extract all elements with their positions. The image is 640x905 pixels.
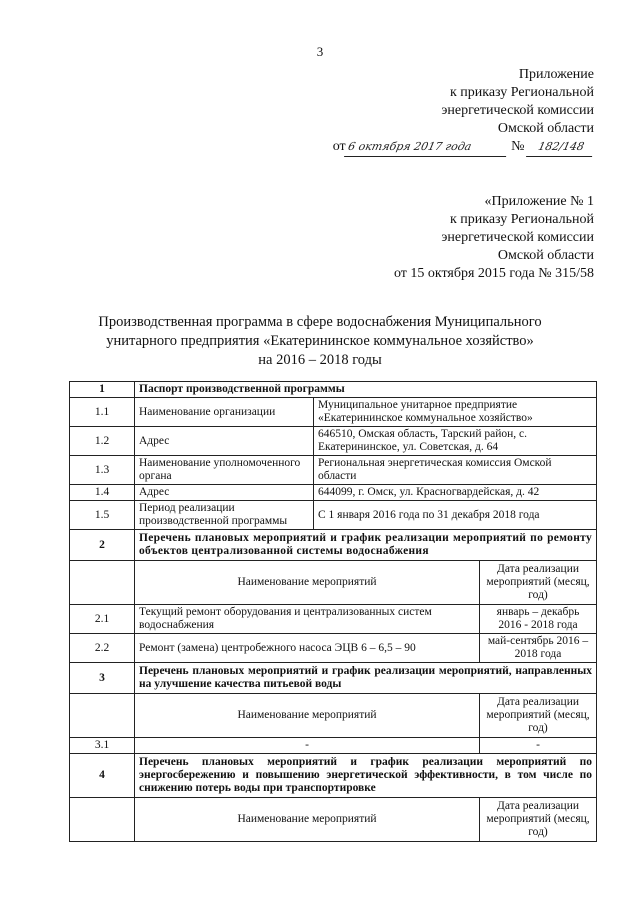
- row-number: 1.5: [70, 501, 135, 530]
- empty-cell: [70, 561, 135, 605]
- activity-name: Ремонт (замена) центробежного насоса ЭЦВ 6 – 6,5 – 90: [135, 634, 480, 663]
- column-header-row: [70, 694, 597, 738]
- section-header-row: [70, 530, 597, 561]
- header-line: к приказу Региональной: [449, 85, 594, 100]
- empty-cell: [70, 694, 135, 738]
- column-header-name: Наименование мероприятий: [135, 694, 480, 738]
- section-title: Перечень плановых мероприятий и график реализации мероприятий по ремонту объектов централизованной системы водоснабжения: [135, 530, 597, 561]
- header-line: Омской области: [497, 121, 594, 136]
- row-label: Наименование уполномоченного органа: [135, 456, 314, 485]
- section-number: 3: [70, 663, 135, 694]
- row-value: Региональная энергетическая комиссия Омской области: [314, 456, 597, 485]
- header-line: к приказу Региональной: [449, 212, 594, 227]
- row-number: 1.3: [70, 456, 135, 485]
- column-header-date: Дата реализации мероприятий (месяц, год): [480, 798, 597, 842]
- row-number: 1.2: [70, 427, 135, 456]
- row-label: Наименование организации: [135, 398, 314, 427]
- section-number: 1: [70, 382, 135, 398]
- activity-name: -: [135, 738, 480, 754]
- table-row: [70, 501, 597, 530]
- section-header-row: [70, 754, 597, 798]
- section-title: Перечень плановых мероприятий и график реализации мероприятий по энергосбережению и повышению энергетической эффективности, в том числе по снижению потерь воды при транспортировке: [135, 754, 597, 798]
- column-header-date: Дата реализации мероприятий (месяц, год): [480, 694, 597, 738]
- column-header-date: Дата реализации мероприятий (месяц, год): [480, 561, 597, 605]
- header-line: от 15 октября 2015 года № 315/58: [393, 266, 594, 281]
- row-number: 1.1: [70, 398, 135, 427]
- activity-date: -: [480, 738, 597, 754]
- title-line: унитарного предприятия «Екатерининское коммунальное хозяйство»: [106, 333, 534, 349]
- row-number: 1.4: [70, 485, 135, 501]
- header-line: энергетической комиссии: [441, 230, 594, 245]
- row-number: 2.1: [70, 605, 135, 634]
- row-label: Период реализации производственной программы: [135, 501, 314, 530]
- order-header: [333, 66, 594, 157]
- empty-cell: [70, 798, 135, 842]
- row-value: 644099, г. Омск, ул. Красногвардейская, д. 42: [314, 485, 597, 501]
- row-value: Муниципальное унитарное предприятие «Екатерининское коммунальное хозяйство»: [314, 398, 597, 427]
- column-header-row: [70, 798, 597, 842]
- section-number: 2: [70, 530, 135, 561]
- table-row: [70, 485, 597, 501]
- column-header-name: Наименование мероприятий: [135, 798, 480, 842]
- activity-date: май-сентябрь 2016 – 2018 года: [480, 634, 597, 663]
- column-header-row: [70, 561, 597, 605]
- row-label: Адрес: [135, 485, 314, 501]
- section-header-row: [70, 663, 597, 694]
- table-row: [70, 634, 597, 663]
- activity-name: Текущий ремонт оборудования и централизованных систем водоснабжения: [135, 605, 480, 634]
- row-label: Адрес: [135, 427, 314, 456]
- table-row: [70, 427, 597, 456]
- order-date-line: [333, 138, 594, 157]
- section-title: Перечень плановых мероприятий и график реализации мероприятий, направленных на улучшение качества питьевой воды: [135, 663, 597, 694]
- section-header-row: [70, 382, 597, 398]
- column-header-name: Наименование мероприятий: [135, 561, 480, 605]
- table-row: [70, 605, 597, 634]
- header-line: Приложение: [518, 67, 594, 82]
- title-line: на 2016 – 2018 годы: [258, 352, 382, 368]
- row-value: С 1 января 2016 года по 31 декабря 2018 года: [314, 501, 597, 530]
- row-number: 2.2: [70, 634, 135, 663]
- table-row: [70, 456, 597, 485]
- document-title: [60, 313, 580, 370]
- table-row: [70, 738, 597, 754]
- activity-date: январь – декабрь 2016 - 2018 года: [480, 605, 597, 634]
- handwritten-number: 182/148: [526, 138, 596, 157]
- table-row: [70, 398, 597, 427]
- header-line: Омской области: [497, 248, 594, 263]
- header-line: «Приложение № 1: [484, 194, 594, 209]
- program-table: [69, 381, 597, 842]
- section-title: Паспорт производственной программы: [135, 382, 597, 398]
- page-number: 3: [316, 44, 324, 59]
- from-prefix: от: [332, 139, 346, 154]
- number-prefix: №: [511, 139, 525, 154]
- row-value: 646510, Омская область, Тарский район, с. Екатерининское, ул. Советская, д. 64: [314, 427, 597, 456]
- row-number: 3.1: [70, 738, 135, 754]
- section-number: 4: [70, 754, 135, 798]
- header-line: энергетической комиссии: [441, 103, 594, 118]
- handwritten-date: 6 октября 2017 года: [344, 138, 510, 157]
- title-line: Производственная программа в сфере водоснабжения Муниципального: [98, 314, 542, 330]
- appendix-header: [394, 193, 594, 283]
